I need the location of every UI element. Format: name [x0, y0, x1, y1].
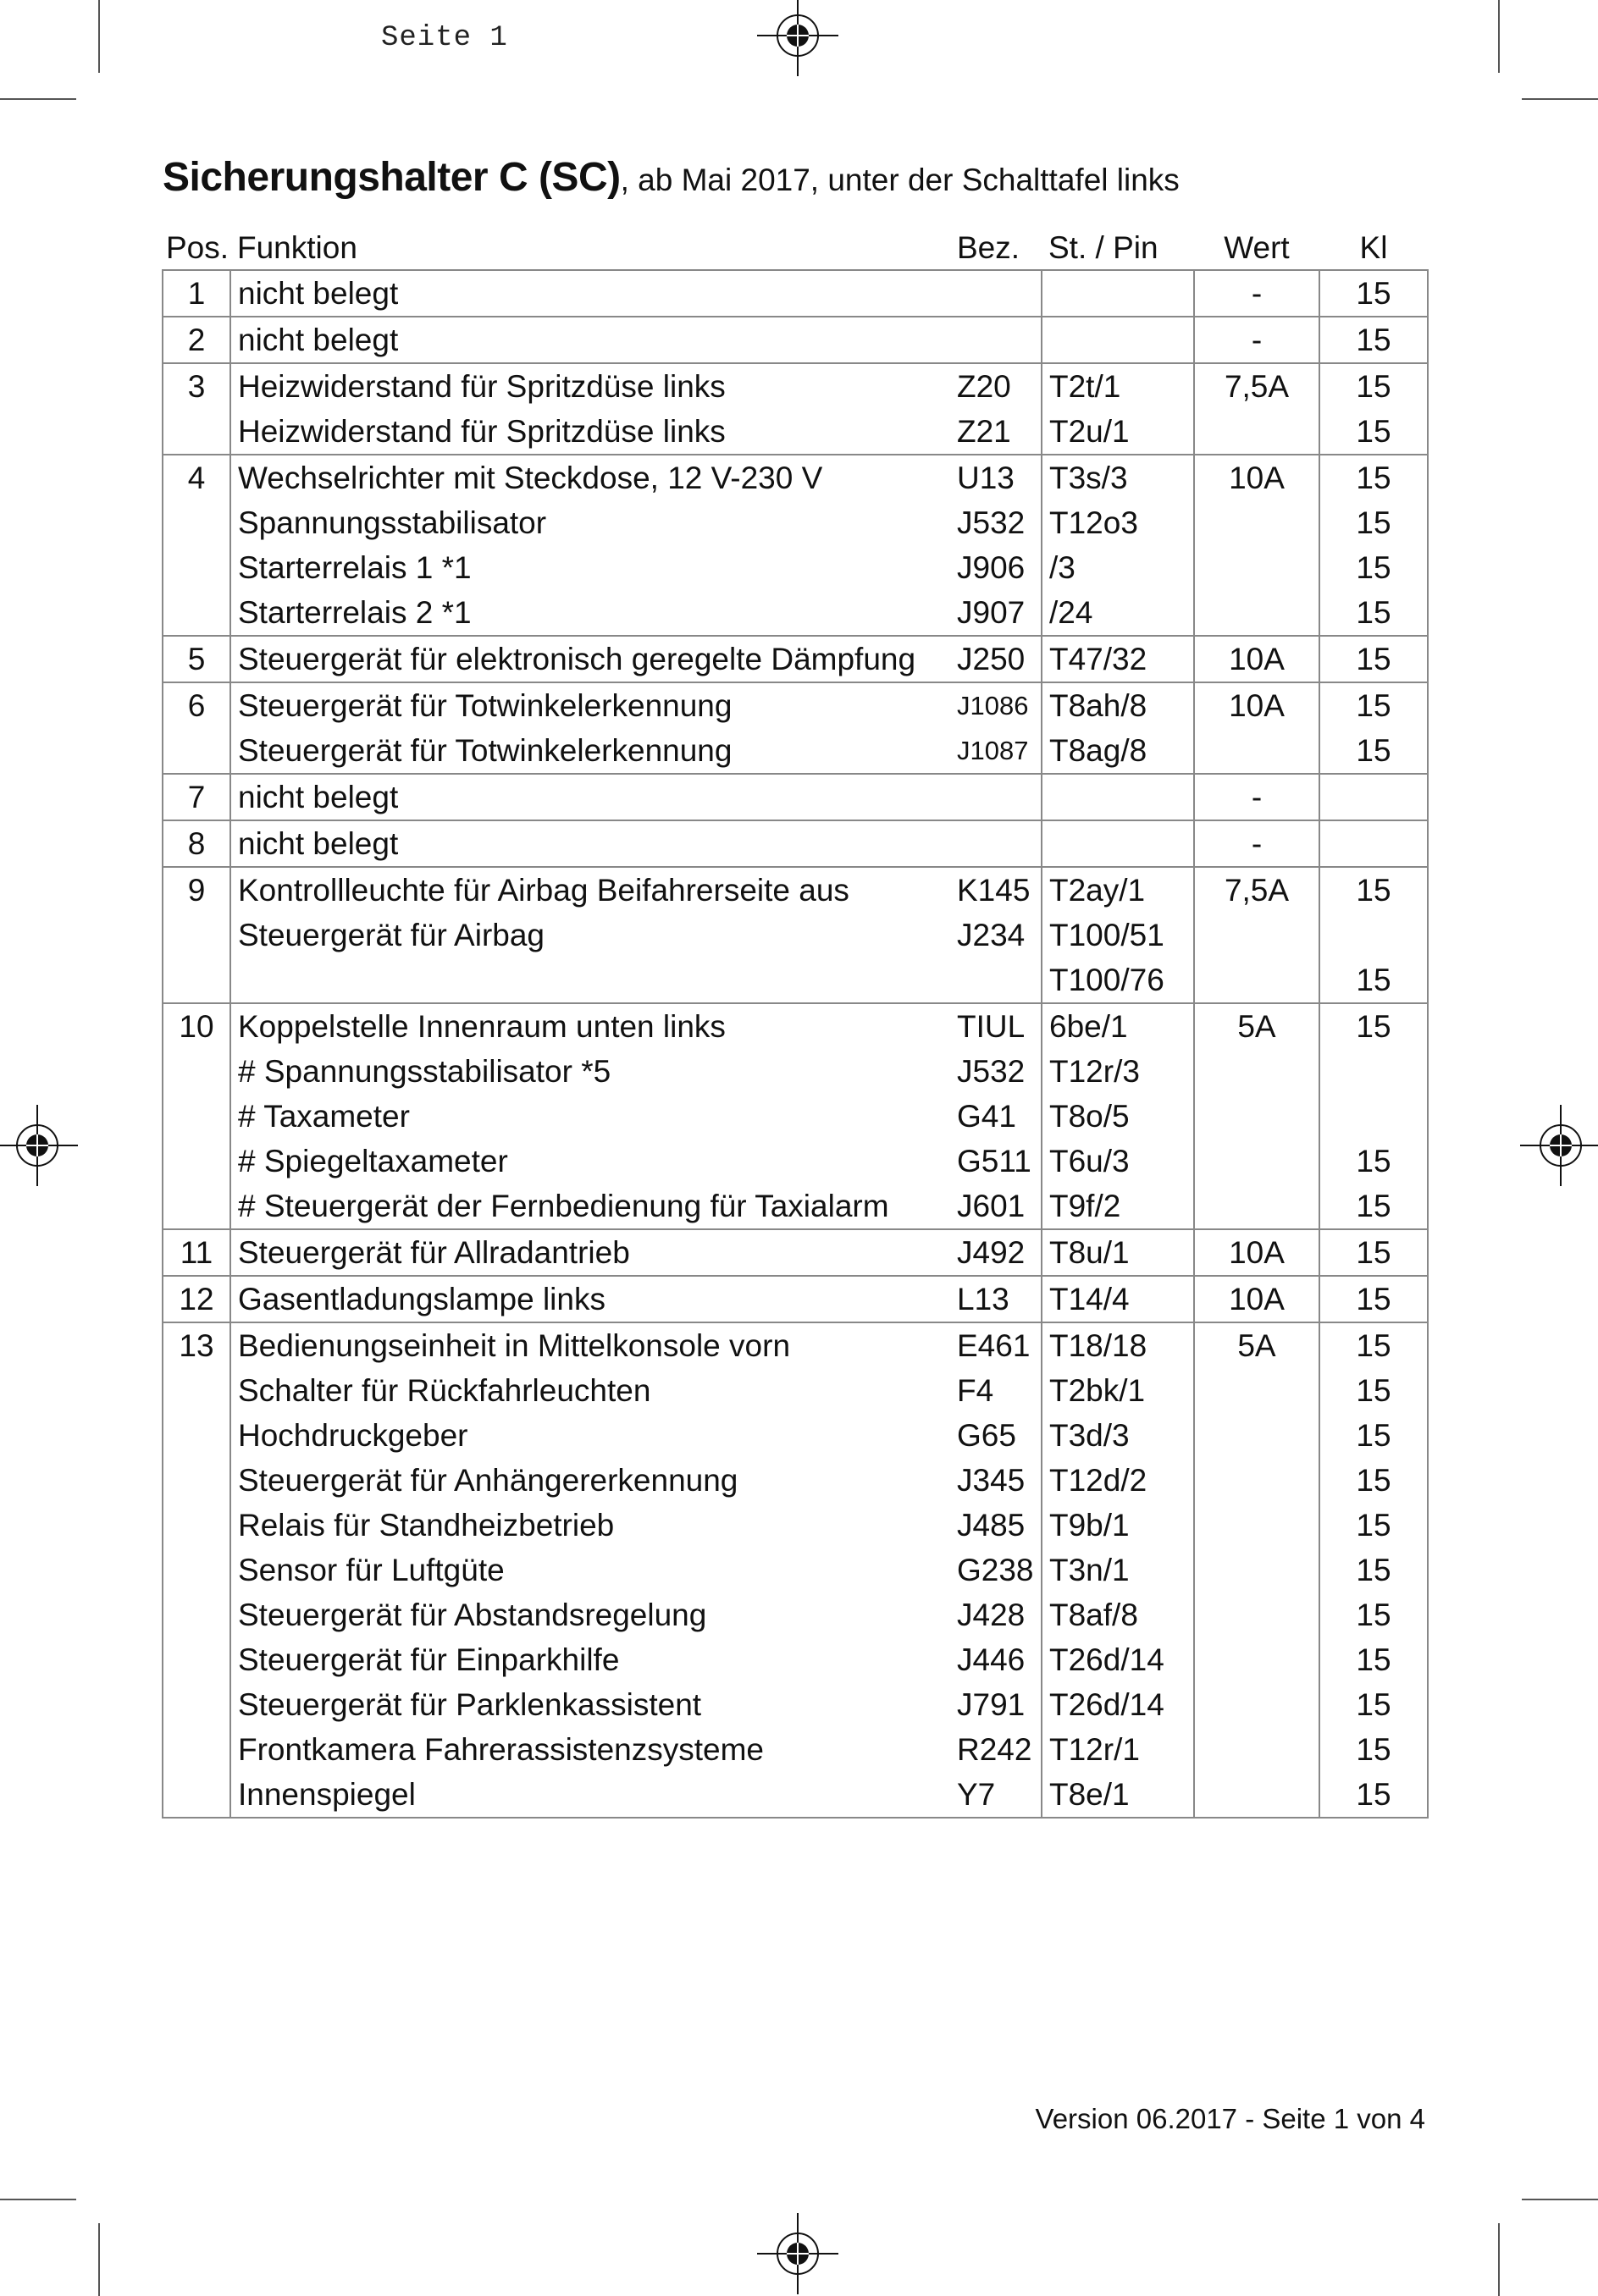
cell-wert — [1194, 1503, 1319, 1548]
cell-pin: T26d/14 — [1042, 1682, 1194, 1727]
cell-pin: T9f/2 — [1042, 1184, 1194, 1229]
cell-funktion: # Spannungsstabilisator *5 — [238, 1054, 611, 1089]
cell-kl: 15 — [1319, 317, 1428, 363]
cell-funktion: Wechselrichter mit Steckdose, 12 V-230 V — [238, 461, 823, 495]
cell-kl: 15 — [1319, 500, 1428, 545]
header-wert: Wert — [1194, 222, 1319, 270]
table-row — [163, 636, 1428, 682]
cell-bez: J234 — [950, 913, 1042, 958]
cell-wert — [1194, 590, 1319, 636]
cell-pin — [1042, 820, 1194, 867]
cell-funktion: Steuergerät für Allradantrieb — [230, 1229, 950, 1276]
fuse-table-body — [163, 270, 1428, 1818]
cell-funktion: Starterrelais 1 *1 — [238, 550, 472, 585]
cell-funktion: Steuergerät für Totwinkelerkennung — [238, 688, 733, 723]
cell-pin: T8o/5 — [1042, 1094, 1194, 1139]
cell-funktion: Innenspiegel — [230, 1772, 950, 1818]
cell-bez: J906 — [950, 545, 1042, 590]
cell-kl — [1319, 1094, 1428, 1139]
cell-pos — [163, 590, 230, 636]
cell-kl: 15 — [1319, 682, 1428, 728]
header-pos: Pos. — [163, 222, 230, 270]
cell-pos: 2 — [163, 317, 230, 363]
cell-funktion: nicht belegt — [230, 317, 950, 363]
registration-mark-icon — [0, 1105, 78, 1186]
registration-mark-icon — [757, 0, 838, 76]
cell-wert: 7,5A — [1194, 867, 1319, 913]
header-kl: Kl — [1319, 222, 1428, 270]
cell-kl: 15 — [1319, 409, 1428, 455]
cell-wert: - — [1194, 270, 1319, 317]
cell-pos — [163, 1094, 230, 1139]
cell-funktion: Starterrelais 2 *1 — [230, 590, 950, 636]
registration-mark-icon — [757, 2213, 838, 2294]
cell-kl — [1319, 820, 1428, 867]
trim-mark — [0, 2199, 76, 2200]
cell-funktion: nicht belegt — [230, 820, 950, 867]
table-row — [163, 958, 1428, 1003]
table-row — [163, 455, 1428, 500]
table-row — [163, 1003, 1428, 1049]
cell-pos: 5 — [163, 636, 230, 682]
cell-funktion: Relais für Standheizbetrieb — [238, 1508, 615, 1543]
header-pin: St. / Pin — [1042, 222, 1194, 270]
page-title-subtitle: , ab Mai 2017, unter der Schalttafel links — [620, 163, 1180, 197]
cell-bez: K145 — [950, 867, 1042, 913]
cell-funktion: Steuergerät für Einparkhilfe — [238, 1642, 620, 1677]
cell-bez: J492 — [950, 1229, 1042, 1276]
cell-bez: G41 — [950, 1094, 1042, 1139]
trim-mark — [0, 98, 76, 100]
cell-bez: J1087 — [950, 728, 1042, 774]
cell-pin: T26d/14 — [1042, 1637, 1194, 1682]
cell-bez: J1086 — [950, 682, 1042, 728]
table-row — [163, 590, 1428, 636]
cell-bez: L13 — [950, 1276, 1042, 1322]
cell-kl: 15 — [1319, 867, 1428, 913]
cell-pin: T100/51 — [1042, 913, 1194, 958]
table-row — [163, 1772, 1428, 1818]
cell-bez: U13 — [950, 455, 1042, 500]
cell-wert: 10A — [1194, 1229, 1319, 1276]
cell-bez: J485 — [950, 1503, 1042, 1548]
cell-wert: - — [1194, 774, 1319, 820]
cell-wert — [1194, 1458, 1319, 1503]
cell-kl: 15 — [1319, 1322, 1428, 1368]
cell-bez: G511 — [950, 1139, 1042, 1184]
cell-bez — [950, 317, 1042, 363]
cell-bez: Z20 — [950, 363, 1042, 409]
cell-kl: 15 — [1319, 958, 1428, 1003]
cell-pos — [163, 1458, 230, 1503]
cell-pos — [163, 1049, 230, 1094]
cell-funktion: # Spiegeltaxameter — [238, 1144, 508, 1178]
cell-wert — [1194, 1413, 1319, 1458]
cell-pos: 12 — [163, 1276, 230, 1322]
table-row — [163, 1276, 1428, 1322]
table-row — [163, 774, 1428, 820]
table-row — [163, 1413, 1428, 1458]
cell-wert: 10A — [1194, 682, 1319, 728]
cell-bez: TIUL — [950, 1003, 1042, 1049]
cell-pos: 3 — [163, 363, 230, 409]
cell-bez: Z21 — [950, 409, 1042, 455]
cell-pin: T18/18 — [1042, 1322, 1194, 1368]
table-row — [163, 820, 1428, 867]
cell-kl — [1319, 774, 1428, 820]
cell-pos — [163, 500, 230, 545]
cell-pin: T9b/1 — [1042, 1503, 1194, 1548]
table-row — [163, 1322, 1428, 1368]
cell-bez: Y7 — [950, 1772, 1042, 1818]
cell-pin: T100/76 — [1042, 958, 1194, 1003]
cell-kl: 15 — [1319, 1276, 1428, 1322]
cell-pin: T12r/1 — [1042, 1727, 1194, 1772]
cell-kl: 15 — [1319, 1637, 1428, 1682]
cell-pin — [1042, 774, 1194, 820]
fuse-table-container — [162, 222, 1427, 1819]
cell-pin: T8ag/8 — [1042, 728, 1194, 774]
cell-funktion: # Steuergerät der Fernbedienung für Taxialarm — [230, 1184, 950, 1229]
cell-kl — [1319, 1049, 1428, 1094]
cell-kl: 15 — [1319, 1458, 1428, 1503]
table-row — [163, 317, 1428, 363]
cell-pin: T6u/3 — [1042, 1139, 1194, 1184]
cell-pin: T14/4 — [1042, 1276, 1194, 1322]
cell-pos — [163, 1184, 230, 1229]
cell-wert — [1194, 1368, 1319, 1413]
registration-mark-icon — [1520, 1105, 1598, 1186]
cell-funktion: Gasentladungslampe links — [230, 1276, 950, 1322]
table-row — [163, 500, 1428, 545]
cell-funktion: Sensor für Luftgüte — [238, 1553, 505, 1587]
cell-pos — [163, 1592, 230, 1637]
cell-bez: J532 — [950, 1049, 1042, 1094]
cell-wert: 5A — [1194, 1322, 1319, 1368]
cell-funktion: Steuergerät für Abstandsregelung — [238, 1598, 707, 1632]
cell-pos — [163, 1368, 230, 1413]
cell-wert — [1194, 1184, 1319, 1229]
table-row — [163, 1184, 1428, 1229]
cell-pin: T3n/1 — [1042, 1548, 1194, 1592]
cell-kl: 15 — [1319, 1548, 1428, 1592]
cell-pos — [163, 958, 230, 1003]
cell-kl: 15 — [1319, 545, 1428, 590]
cell-bez: J446 — [950, 1637, 1042, 1682]
cell-wert: 10A — [1194, 455, 1319, 500]
cell-pin: T12o3 — [1042, 500, 1194, 545]
table-row — [163, 1368, 1428, 1413]
cell-kl: 15 — [1319, 636, 1428, 682]
cell-wert — [1194, 1637, 1319, 1682]
trim-mark — [1522, 2199, 1598, 2200]
cell-funktion: Steuergerät für Anhängererkennung — [238, 1463, 738, 1498]
cell-pos: 9 — [163, 867, 230, 913]
cell-funktion: Steuergerät für elektronisch geregelte Dämpfung — [230, 636, 950, 682]
cell-pos: 1 — [163, 270, 230, 317]
cell-bez — [950, 820, 1042, 867]
cell-wert — [1194, 1548, 1319, 1592]
cell-funktion: Steuergerät für Totwinkelerkennung — [230, 728, 950, 774]
cell-bez — [950, 774, 1042, 820]
table-row — [163, 1592, 1428, 1637]
cell-wert — [1194, 409, 1319, 455]
cell-bez: J532 — [950, 500, 1042, 545]
cell-kl: 15 — [1319, 1682, 1428, 1727]
cell-pos: 13 — [163, 1322, 230, 1368]
cell-pos — [163, 1682, 230, 1727]
cell-pos: 7 — [163, 774, 230, 820]
table-row — [163, 1503, 1428, 1548]
cell-bez: R242 — [950, 1727, 1042, 1772]
cell-pin: T2ay/1 — [1042, 867, 1194, 913]
page-title — [163, 154, 1180, 201]
cell-pos — [163, 1413, 230, 1458]
cell-pos: 6 — [163, 682, 230, 728]
cell-wert — [1194, 1727, 1319, 1772]
cell-pos — [163, 409, 230, 455]
cell-bez: J791 — [950, 1682, 1042, 1727]
cell-funktion: Bedienungseinheit in Mittelkonsole vorn — [238, 1328, 791, 1363]
table-row — [163, 682, 1428, 728]
cell-pin: 6be/1 — [1042, 1003, 1194, 1049]
cell-pin: T12r/3 — [1042, 1049, 1194, 1094]
cell-wert: 5A — [1194, 1003, 1319, 1049]
table-row — [163, 1049, 1428, 1094]
cell-wert — [1194, 728, 1319, 774]
cell-funktion: Steuergerät für Parklenkassistent — [238, 1687, 702, 1722]
cell-kl: 15 — [1319, 1139, 1428, 1184]
cell-pos — [163, 1637, 230, 1682]
table-row — [163, 1637, 1428, 1682]
trim-mark — [98, 2223, 100, 2296]
cell-kl: 15 — [1319, 728, 1428, 774]
table-row — [163, 1139, 1428, 1184]
cell-pin: T47/32 — [1042, 636, 1194, 682]
page-footer: Version 06.2017 - Seite 1 von 4 — [1035, 2103, 1425, 2134]
cell-pin: T3d/3 — [1042, 1413, 1194, 1458]
trim-mark — [1498, 2223, 1500, 2296]
cell-funktion: Heizwiderstand für Spritzdüse links — [230, 409, 950, 455]
cell-funktion: # Taxameter — [238, 1099, 410, 1134]
header-funktion: Funktion — [230, 222, 950, 270]
cell-bez: J907 — [950, 590, 1042, 636]
cell-pos: 11 — [163, 1229, 230, 1276]
cell-pos — [163, 1139, 230, 1184]
cell-pos: 8 — [163, 820, 230, 867]
cell-pin: T3s/3 — [1042, 455, 1194, 500]
cell-funktion: Hochdruckgeber — [238, 1418, 468, 1453]
cell-kl: 15 — [1319, 1503, 1428, 1548]
table-row — [163, 913, 1428, 958]
cell-kl: 15 — [1319, 270, 1428, 317]
cell-funktion: Kontrollleuchte für Airbag Beifahrerseite aus — [238, 873, 849, 908]
cell-pin: T2u/1 — [1042, 409, 1194, 455]
trim-mark — [1522, 98, 1598, 100]
cell-kl: 15 — [1319, 1592, 1428, 1637]
cell-funktion: nicht belegt — [230, 270, 950, 317]
trim-mark — [98, 0, 100, 73]
cell-pin — [1042, 270, 1194, 317]
cell-pos — [163, 1548, 230, 1592]
cell-wert: - — [1194, 317, 1319, 363]
header-bez: Bez. — [950, 222, 1042, 270]
cell-pos — [163, 1503, 230, 1548]
cell-kl: 15 — [1319, 1413, 1428, 1458]
cell-pos — [163, 1772, 230, 1818]
cell-kl — [1319, 913, 1428, 958]
cell-wert: 7,5A — [1194, 363, 1319, 409]
cell-funktion: nicht belegt — [230, 774, 950, 820]
cell-kl: 15 — [1319, 1772, 1428, 1818]
cell-kl: 15 — [1319, 1727, 1428, 1772]
cell-pos — [163, 728, 230, 774]
cell-wert — [1194, 958, 1319, 1003]
cell-funktion: Steuergerät für Airbag — [238, 918, 545, 952]
cell-pin: T8e/1 — [1042, 1772, 1194, 1818]
cell-kl: 15 — [1319, 1368, 1428, 1413]
cell-pin: T8ah/8 — [1042, 682, 1194, 728]
fuse-table — [162, 222, 1429, 1819]
cell-wert — [1194, 1139, 1319, 1184]
cell-pin: T2bk/1 — [1042, 1368, 1194, 1413]
cell-kl: 15 — [1319, 455, 1428, 500]
cell-bez: J250 — [950, 636, 1042, 682]
table-row — [163, 1548, 1428, 1592]
cell-pin: T8af/8 — [1042, 1592, 1194, 1637]
cell-wert — [1194, 1592, 1319, 1637]
cell-wert: 10A — [1194, 636, 1319, 682]
cell-bez: J428 — [950, 1592, 1042, 1637]
cell-pin: /24 — [1042, 590, 1194, 636]
cell-pos — [163, 545, 230, 590]
cell-pin: T8u/1 — [1042, 1229, 1194, 1276]
trim-mark — [1498, 0, 1500, 73]
table-row — [163, 409, 1428, 455]
cell-pos — [163, 913, 230, 958]
table-row — [163, 867, 1428, 913]
cell-pos: 4 — [163, 455, 230, 500]
cell-bez: E461 — [950, 1322, 1042, 1368]
cell-bez — [950, 958, 1042, 1003]
cell-wert — [1194, 545, 1319, 590]
table-row — [163, 1458, 1428, 1503]
table-row — [163, 1727, 1428, 1772]
cell-kl: 15 — [1319, 590, 1428, 636]
table-row — [163, 1094, 1428, 1139]
table-row — [163, 1229, 1428, 1276]
cell-kl: 15 — [1319, 1229, 1428, 1276]
cell-wert: 10A — [1194, 1276, 1319, 1322]
table-header-row — [163, 222, 1428, 270]
cell-pin — [1042, 317, 1194, 363]
cell-kl: 15 — [1319, 363, 1428, 409]
cell-kl: 15 — [1319, 1003, 1428, 1049]
cell-pin: /3 — [1042, 545, 1194, 590]
cell-wert — [1194, 1772, 1319, 1818]
cell-funktion: Frontkamera Fahrerassistenzsysteme — [238, 1732, 764, 1767]
table-row — [163, 363, 1428, 409]
cell-bez: J345 — [950, 1458, 1042, 1503]
cell-funktion — [230, 958, 950, 1003]
cell-pos — [163, 1727, 230, 1772]
cell-funktion: Spannungsstabilisator — [238, 505, 547, 540]
cell-wert — [1194, 1049, 1319, 1094]
cell-bez: F4 — [950, 1368, 1042, 1413]
cell-pin: T12d/2 — [1042, 1458, 1194, 1503]
cell-bez: J601 — [950, 1184, 1042, 1229]
table-row — [163, 545, 1428, 590]
cell-funktion: Schalter für Rückfahrleuchten — [238, 1373, 651, 1408]
cell-wert — [1194, 1094, 1319, 1139]
cell-bez: G65 — [950, 1413, 1042, 1458]
cell-kl: 15 — [1319, 1184, 1428, 1229]
cell-pos: 10 — [163, 1003, 230, 1049]
cell-funktion: Heizwiderstand für Spritzdüse links — [238, 369, 726, 404]
cell-funktion: Koppelstelle Innenraum unten links — [238, 1009, 726, 1044]
cell-wert — [1194, 1682, 1319, 1727]
cell-wert: - — [1194, 820, 1319, 867]
cell-bez: G238 — [950, 1548, 1042, 1592]
page-label: Seite 1 — [381, 22, 508, 54]
cell-wert — [1194, 913, 1319, 958]
table-row — [163, 1682, 1428, 1727]
table-row — [163, 728, 1428, 774]
table-row — [163, 270, 1428, 317]
cell-wert — [1194, 500, 1319, 545]
cell-pin: T2t/1 — [1042, 363, 1194, 409]
page-title-bold: Sicherungshalter C (SC) — [163, 155, 621, 200]
cell-bez — [950, 270, 1042, 317]
